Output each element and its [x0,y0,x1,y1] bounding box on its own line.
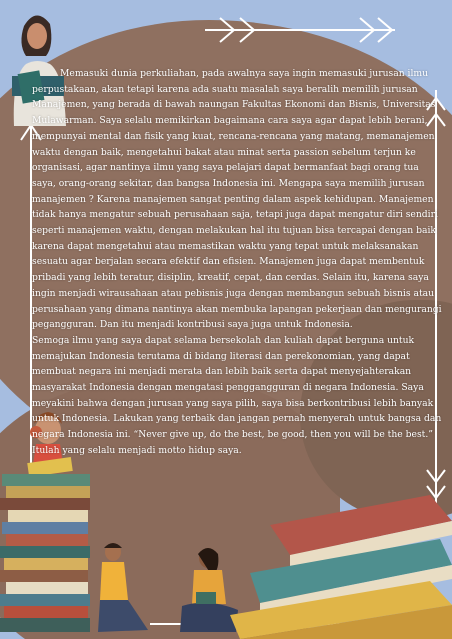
book-stack-illustration [230,495,452,639]
students-reading-illustration [88,540,248,639]
arrow-top-decoration [200,10,400,50]
essay-body [32,66,444,459]
paragraph-2: Semoga ilmu yang saya dapat selama bersekolah dan kuliah dapat berguna untuk memajukan Indonesia terutama di bidang literasi dan perekonomian, yang dapat membuat negara ini menjadi merata dan lebih baik serta dapat menyejahterakan masyarakat Indonesia dengan mengatasi penggangguran di negara Indonesia. Saya meyakini bahwa dengan jurusan yang saya pilih, saya bisa berkontribusi lebih banyak untuk Indonesia. Lakukan yang terbaik dan jangan pernah menyerah untuk bangsa dan negara Indonesia ini. “Never give up, do the best, be good, then you will be the best.” Itulah yang selalu menjadi motto hidup saya. [32,334,442,456]
paragraph-1: Memasuki dunia perkuliahan, pada awalnya saya ingin memasuki jurusan ilmu perpustakaan, akan tetapi karena ada suatu masalah saya beralih memilih jurusan Manajemen, yang berada di bawah naungan Fakultas Ekonomi dan Bisnis, Universitas Mulawarman. Saya selalu memikirkan bagaimana cara saya agar dapat lebih berani, mempunyai mental dan fisik yang kuat, rencana-rencana yang matang, memanajemen waktu dengan baik, mengetahui bakat atau minat serta passion sebelum terjun ke organisasi, agar nantinya ilmu yang saya pelajari dapat bermanfaat bagi orang tua saya, orang-orang sekitar, dan bangsa Indonesia ini. Mengapa saya memilih jurusan manajemen ? Karena manajemen sangat penting dalam aspek kehidupan. Manajemen tidak hanya mengatur sebuah perusahaan saja, tetapi juga dapat mengatur diri sendiri seperti manajemen waktu, dengan melakukan hal itu tujuan bisa tercapai dengan baik karena dapat mengetahui atau memastikan waktu yang tepat untuk melaksanakan sesuatu agar berjalan secara efektif dan efisien. Manajemen juga dapat membentuk pribadi yang lebih teratur, disiplin, kreatif, cepat, dan cerdas. Selain itu, karena saya ingin menjadi wirausahaan atau pebisnis juga dengan membangun sebuah bisnis atau perusahaan yang dimana nantinya akan membuka lapangan pekerjaan dan mengurangi pegangguran. Dan itu menjadi kontribusi saya juga untuk Indonesia. [32,68,442,331]
